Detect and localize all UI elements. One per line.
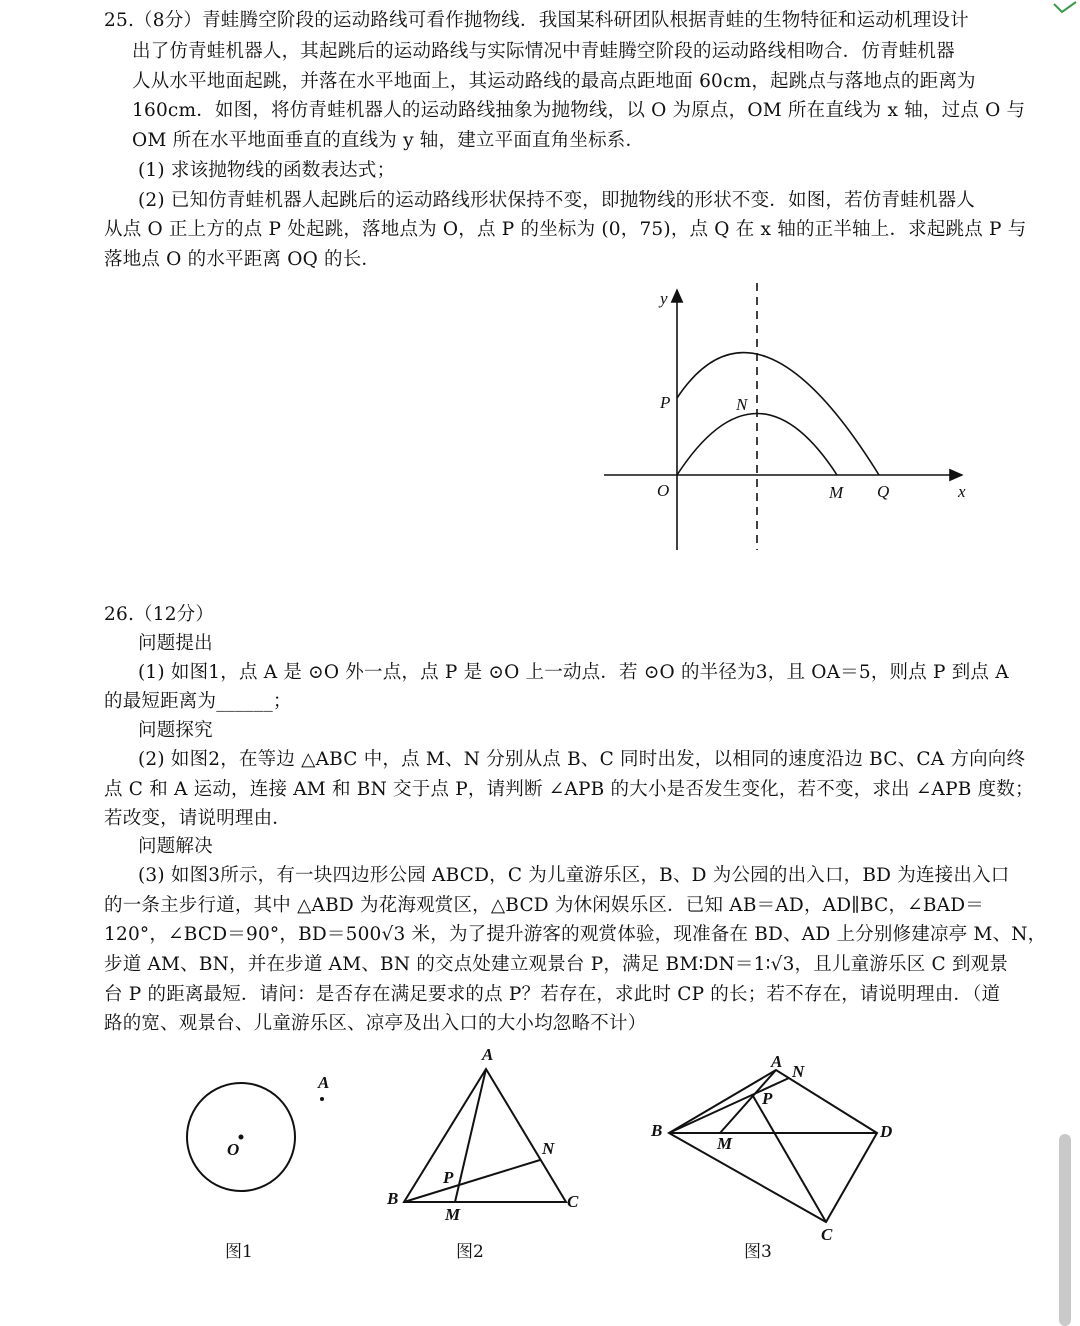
q25-line-2: 出了仿青蛙机器人，其起跳后的运动路线与实际情况中青蛙腾空阶段的运动路线相吻合．仿青蛙机器 (132, 41, 955, 62)
q25-part2-line-2: 从点 O 正上方的点 P 处起跳，落地点为 O，点 P 的坐标为 (0，75)，点 Q 在 x 轴的正半轴上．求起跳点 P 与 (104, 219, 1027, 240)
fig2-BN (404, 1160, 540, 1202)
fig1-center-dot (239, 1135, 244, 1140)
q25-label-M: M (829, 483, 844, 502)
fig3-diagram (669, 1070, 877, 1222)
fig3-quadrilateral (669, 1070, 877, 1222)
q26-part3-line-3: 120°，∠BCD＝90°，BD＝500√3 米，为了提升游客的观赏体验，现准备在 BD、AD 上分别修建凉亭 M、N， (104, 924, 1047, 945)
q26-heading-solve: 问题解决 (138, 836, 213, 857)
q26-part3-line-1: (3) 如图3所示，有一块四边形公园 ABCD，C 为儿童游乐区，B、D 为公园的出入口，BD 为连接出入口 (138, 865, 1010, 886)
fig2-caption: 图2 (456, 1242, 484, 1262)
q26-header: 26.（12分） (104, 604, 215, 625)
q26-part3-line-4: 步道 AM、BN，并在步道 AM、BN 的交点处建立观景台 P，满足 BM∶DN＝1∶√3，且儿童游乐区 C 到观景 (104, 954, 1009, 975)
fig3-label-M: M (717, 1134, 733, 1153)
q25-label-x: x (958, 482, 966, 501)
fig1-label-O: O (227, 1140, 240, 1159)
q26-part1-line-2: 的最短距离为______； (104, 691, 292, 712)
fig2-label-P: P (443, 1168, 454, 1187)
q25-label-N: N (736, 395, 748, 414)
q26-part3-line-5: 台 P 的距离最短．请问：是否存在满足要求的点 P？若存在，求此时 CP 的长；若不存在，请说明理由．（道 (104, 984, 1001, 1005)
fig2-label-M: M (445, 1205, 461, 1224)
vertical-scrollbar-thumb[interactable] (1059, 1134, 1071, 1326)
fig2-label-B: B (387, 1189, 399, 1208)
fig3-caption: 图3 (744, 1242, 772, 1262)
fig3-label-D: D (880, 1122, 893, 1141)
q26-part2-line-1: (2) 如图2，在等边 △ABC 中，点 M、N 分别从点 B、C 同时出发，以相同的速度沿边 BC、CA 方向向终 (138, 749, 1026, 770)
fig1-caption: 图1 (225, 1242, 253, 1262)
q25-part2-line-1: (2) 已知仿青蛙机器人起跳后的运动路线形状保持不变，即抛物线的形状不变．如图，若仿青蛙机器人 (138, 190, 975, 211)
fig2-label-N: N (542, 1139, 555, 1158)
corner-check-icon (1050, 0, 1080, 20)
q26-part2-line-3: 若改变，请说明理由． (104, 808, 292, 829)
fig1-diagram (187, 1083, 324, 1191)
q26-part1-line-1: (1) 如图1，点 A 是 ⊙O 外一点，点 P 是 ⊙O 上一动点．若 ⊙O 的半径为3，且 OA＝5，则点 P 到点 A (138, 662, 1009, 683)
fig1-label-A: A (318, 1073, 330, 1092)
q26-heading-raise: 问题提出 (138, 633, 213, 654)
fig3-label-B: B (651, 1121, 663, 1140)
q26-part2-line-2: 点 C 和 A 运动，连接 AM 和 BN 交于点 P，请判断 ∠APB 的大小是否发生变化，若不变，求出 ∠APB 度数； (104, 779, 1034, 800)
q25-part2-line-3: 落地点 O 的水平距离 OQ 的长． (104, 249, 381, 270)
q25-line-4: 160cm．如图，将仿青蛙机器人的运动路线抽象为抛物线，以 O 为原点，OM 所在直线为 x 轴，过点 O 与 (132, 100, 1026, 121)
fig1-point-A (320, 1097, 324, 1101)
fig3-label-P: P (762, 1089, 773, 1108)
fig3-label-A: A (771, 1052, 783, 1071)
q26-part3-line-2: 的一条主步行道，其中 △ABD 为花海观赏区，△BCD 为休闲娱乐区．已知 AB＝AD，AD∥BC，∠BAD＝ (104, 895, 984, 916)
fig2-diagram (404, 1069, 566, 1202)
q26-part3-line-6: 路的宽、观景台、儿童游乐区、凉亭及出入口的大小均忽略不计） (104, 1013, 647, 1034)
q25-part1: (1) 求该抛物线的函数表达式； (138, 160, 396, 181)
q25-label-P: P (660, 393, 671, 412)
fig3-PC (753, 1096, 826, 1222)
q25-label-O: O (657, 481, 670, 500)
q25-line-5: OM 所在水平地面垂直的直线为 y 轴，建立平面直角坐标系． (132, 130, 645, 151)
q25-line-3: 人从水平地面起跳，并落在水平地面上，其运动路线的最高点距地面 60cm，起跳点与落地点的距离为 (132, 71, 976, 92)
fig3-label-N: N (792, 1062, 805, 1081)
fig2-triangle (404, 1069, 566, 1202)
fig2-label-A: A (482, 1045, 494, 1064)
q25-line-1: 25.（8分）青蛙腾空阶段的运动路线可看作抛物线．我国某科研团队根据青蛙的生物特征和运动机理设计 (104, 10, 969, 31)
fig3-label-C: C (821, 1225, 833, 1244)
fig2-label-C: C (567, 1192, 579, 1211)
q25-label-y: y (660, 289, 668, 308)
q25-label-Q: Q (877, 482, 890, 501)
q26-heading-explore: 问题探究 (138, 720, 213, 741)
